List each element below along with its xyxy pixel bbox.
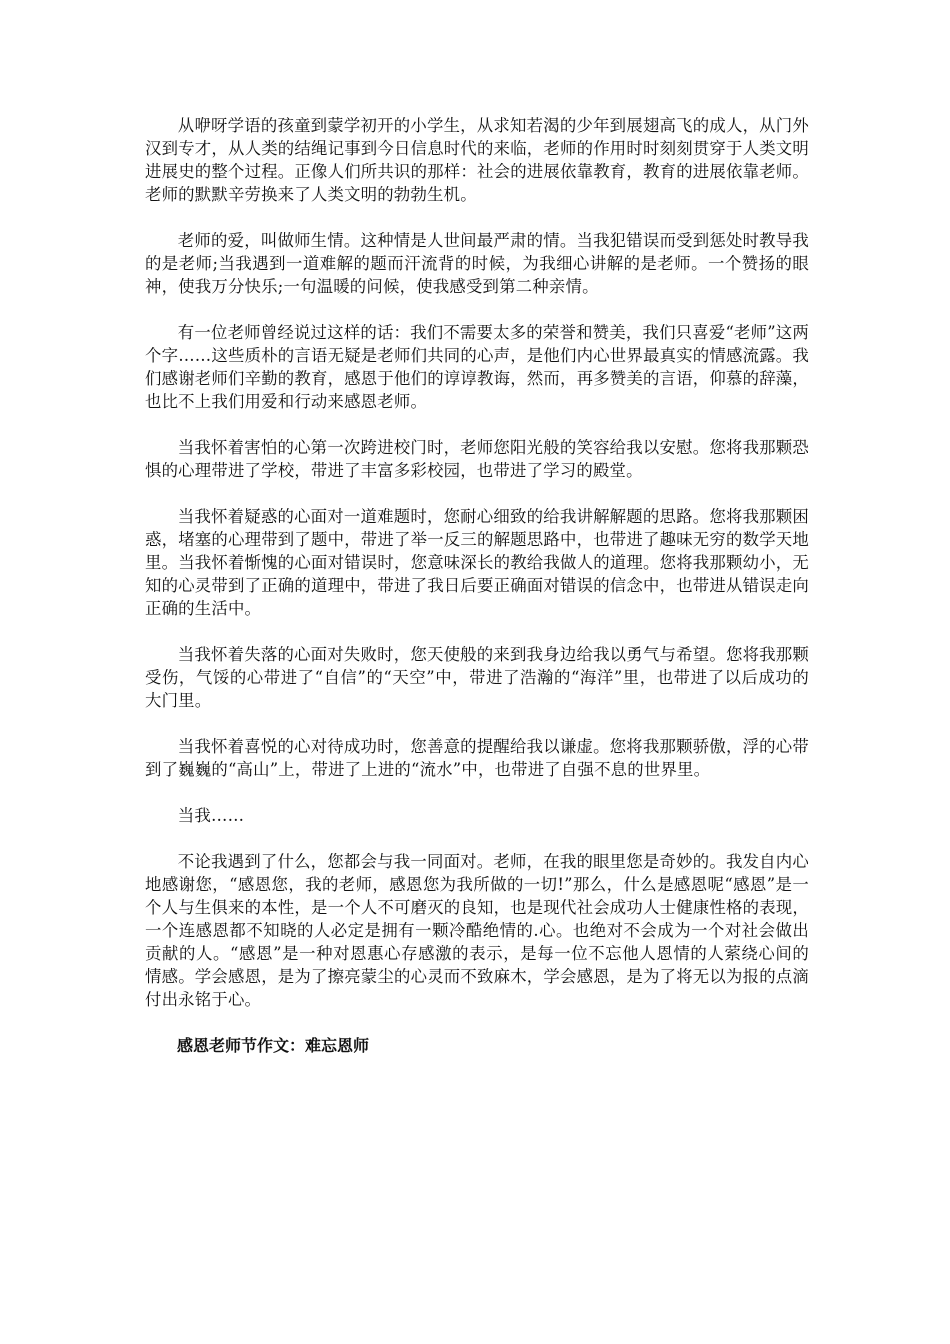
paragraph-7: 当我怀着喜悦的心对待成功时，您善意的提醒给我以谦虚。您将我那颗骄傲，浮的心带到了巍巍的“高山”上，带进了上进的“流水”中，也带进了自强不息的世界里。 xyxy=(145,737,809,779)
paragraph-3: 有一位老师曾经说过这样的话：我们不需要太多的荣誉和赞美，我们只喜爱“老师”这两个字……这些质朴的言语无疑是老师们共同的心声，是他们内心世界最真实的情感流露。我们感谢老师们辛勤的教育，感恩于他们的谆谆教诲，然而，再多赞美的言语，仰慕的辞藻，也比不上我们用爱和行动来感恩老师。 xyxy=(145,323,809,411)
paragraph-2: 老师的爱，叫做师生情。这种情是人世间最严肃的情。当我犯错误而受到惩处时教导我的是老师;当我遇到一道难解的题而汗流背的时候，为我细心讲解的是老师。一个赞扬的眼神，使我万分快乐;一句温暖的问候，使我感受到第二种亲情。 xyxy=(145,231,809,296)
paragraph-6: 当我怀着失落的心面对失败时，您天使般的来到我身边给我以勇气与希望。您将我那颗受伤，气馁的心带进了“自信”的“天空”中，带进了浩瀚的“海洋”里，也带进了以后成功的大门里。 xyxy=(145,645,809,710)
paragraph-9: 不论我遇到了什么，您都会与我一同面对。老师，在我的眼里您是奇妙的。我发自内心地感谢您，“感恩您，我的老师，感恩您为我所做的一切!”那么，什么是感恩呢“感恩”是一个人与生俱来的本性，是一个人不可磨灭的良知，也是现代社会成功人士健康性格的表现，一个连感恩都不知晓的人必定是拥有一颗冷酷绝情的.心。也绝对不会成为一个对社会做出贡献的人。“感恩”是一种对恩惠心存感激的表示，是每一位不忘他人恩情的人萦绕心间的情感。学会感恩，是为了擦亮蒙尘的心灵而不致麻木，学会感恩，是为了将无以为报的点滴付出永铭于心。 xyxy=(145,852,809,1009)
paragraph-4: 当我怀着害怕的心第一次跨进校门时，老师您阳光般的笑容给我以安慰。您将我那颗恐惧的心理带进了学校，带进了丰富多彩校园，也带进了学习的殿堂。 xyxy=(145,438,809,480)
paragraph-1: 从咿呀学语的孩童到蒙学初开的小学生，从求知若渴的少年到展翅高飞的成人，从门外汉到专才，从人类的结绳记事到今日信息时代的来临，老师的作用时时刻刻贯穿于人类文明进展史的整个过程。正像人们所共识的那样：社会的进展依靠教育，教育的进展依靠老师。老师的默默辛劳换来了人类文明的勃勃生机。 xyxy=(145,116,809,204)
paragraph-8: 当我…… xyxy=(177,806,245,825)
document-page xyxy=(145,114,809,1057)
section-heading: 感恩老师节作文：难忘恩师 xyxy=(177,1036,370,1055)
paragraph-5: 当我怀着疑惑的心面对一道难题时，您耐心细致的给我讲解解题的思路。您将我那颗困惑，堵塞的心理带到了题中，带进了举一反三的解题思路中，也带进了趣味无穷的数学天地里。当我怀着惭愧的心面对错误时，您意味深长的教给我做人的道理。您将我那颗幼小，无知的心灵带到了正确的道理中，带进了我日后要正确面对错误的信念中，也带进从错误走向正确的生活中。 xyxy=(145,507,809,618)
